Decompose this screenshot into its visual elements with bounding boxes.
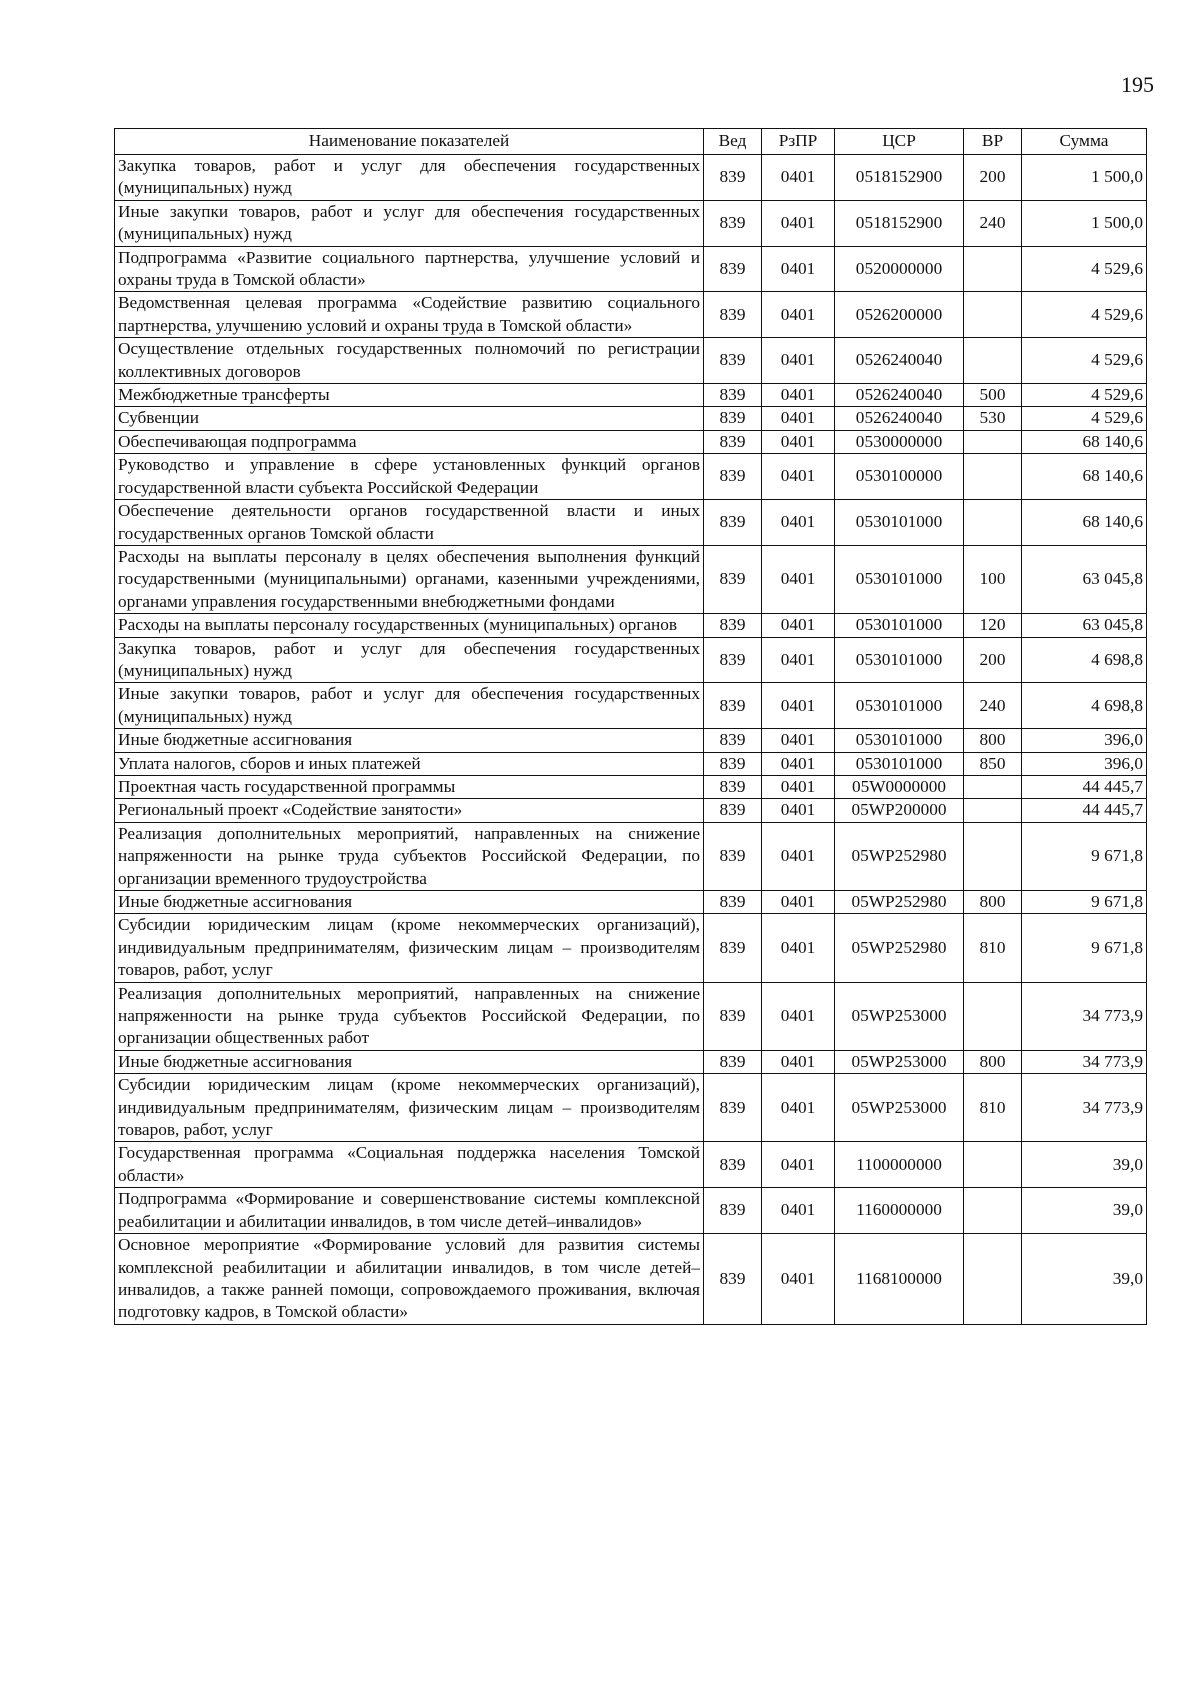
cell-name: Расходы на выплаты персоналу государственных (муниципальных) органов: [115, 614, 704, 637]
cell-name: Реализация дополнительных мероприятий, направленных на снижение напряженности на рынке труда субъектов Российской Федерации, по организации общественных работ: [115, 982, 704, 1050]
header-rzpr: РзПР: [762, 129, 835, 155]
cell-vr: [964, 799, 1022, 822]
page-number: 195: [1121, 72, 1154, 97]
cell-rzpr: 0401: [762, 1188, 835, 1234]
cell-vr: [964, 292, 1022, 338]
cell-rzpr: 0401: [762, 614, 835, 637]
cell-csr: 0526240040: [835, 407, 964, 430]
cell-ved: 839: [704, 752, 762, 775]
cell-vr: 240: [964, 200, 1022, 246]
cell-csr: 0530101000: [835, 500, 964, 546]
table-row: [115, 637, 1147, 683]
cell-vr: 200: [964, 637, 1022, 683]
cell-ved: 839: [704, 1142, 762, 1188]
cell-rzpr: 0401: [762, 1234, 835, 1325]
cell-ved: 839: [704, 1050, 762, 1073]
cell-name: Подпрограмма «Формирование и совершенствование системы комплексной реабилитации и абилитации инвалидов, в том числе детей–инвалидов»: [115, 1188, 704, 1234]
cell-rzpr: 0401: [762, 384, 835, 407]
cell-ved: 839: [704, 799, 762, 822]
cell-name: Обеспечение деятельности органов государственной власти и иных государственных органов Томской области: [115, 500, 704, 546]
table-row: [115, 683, 1147, 729]
cell-csr: 05W0000000: [835, 775, 964, 798]
cell-ved: 839: [704, 637, 762, 683]
cell-ved: 839: [704, 200, 762, 246]
cell-rzpr: 0401: [762, 1142, 835, 1188]
table-row: [115, 384, 1147, 407]
cell-rzpr: 0401: [762, 775, 835, 798]
cell-rzpr: 0401: [762, 430, 835, 453]
header-vr: ВР: [964, 129, 1022, 155]
cell-ved: 839: [704, 914, 762, 982]
cell-sum: 1 500,0: [1022, 200, 1147, 246]
table-row: [115, 292, 1147, 338]
cell-ved: 839: [704, 1234, 762, 1325]
cell-csr: 05WP252980: [835, 891, 964, 914]
cell-sum: 4 529,6: [1022, 246, 1147, 292]
cell-csr: 0530101000: [835, 683, 964, 729]
table-row: [115, 454, 1147, 500]
cell-vr: 800: [964, 891, 1022, 914]
cell-name: Подпрограмма «Развитие социального партнерства, улучшение условий и охраны труда в Томской области»: [115, 246, 704, 292]
cell-sum: 39,0: [1022, 1234, 1147, 1325]
table-row: [115, 891, 1147, 914]
cell-csr: 0530100000: [835, 454, 964, 500]
cell-csr: 0530101000: [835, 637, 964, 683]
cell-vr: 810: [964, 1074, 1022, 1142]
cell-rzpr: 0401: [762, 246, 835, 292]
cell-ved: 839: [704, 430, 762, 453]
cell-csr: 05WP200000: [835, 799, 964, 822]
cell-csr: 0530000000: [835, 430, 964, 453]
table-row: [115, 1188, 1147, 1234]
cell-csr: 0530101000: [835, 614, 964, 637]
cell-ved: 839: [704, 338, 762, 384]
cell-vr: [964, 454, 1022, 500]
cell-rzpr: 0401: [762, 891, 835, 914]
table-row: [115, 1074, 1147, 1142]
cell-ved: 839: [704, 384, 762, 407]
cell-vr: 120: [964, 614, 1022, 637]
cell-vr: [964, 1142, 1022, 1188]
cell-sum: 34 773,9: [1022, 982, 1147, 1050]
cell-rzpr: 0401: [762, 454, 835, 500]
cell-vr: 800: [964, 729, 1022, 752]
cell-vr: [964, 1234, 1022, 1325]
cell-rzpr: 0401: [762, 752, 835, 775]
cell-sum: 39,0: [1022, 1188, 1147, 1234]
cell-sum: 68 140,6: [1022, 454, 1147, 500]
cell-csr: 0518152900: [835, 155, 964, 201]
table-row: [115, 338, 1147, 384]
table-row: [115, 982, 1147, 1050]
cell-sum: 63 045,8: [1022, 545, 1147, 613]
cell-rzpr: 0401: [762, 683, 835, 729]
table-row: [115, 1234, 1147, 1325]
header-name: Наименование показателей: [115, 129, 704, 155]
header-ved: Вед: [704, 129, 762, 155]
cell-rzpr: 0401: [762, 500, 835, 546]
cell-vr: [964, 822, 1022, 890]
cell-csr: 0526240040: [835, 338, 964, 384]
cell-ved: 839: [704, 614, 762, 637]
cell-ved: 839: [704, 246, 762, 292]
cell-sum: 396,0: [1022, 752, 1147, 775]
cell-sum: 9 671,8: [1022, 822, 1147, 890]
cell-csr: 05WP252980: [835, 822, 964, 890]
cell-csr: 05WP253000: [835, 1074, 964, 1142]
cell-rzpr: 0401: [762, 200, 835, 246]
cell-rzpr: 0401: [762, 292, 835, 338]
cell-csr: 1168100000: [835, 1234, 964, 1325]
cell-vr: [964, 1188, 1022, 1234]
cell-sum: 4 698,8: [1022, 637, 1147, 683]
cell-ved: 839: [704, 1188, 762, 1234]
table-row: [115, 200, 1147, 246]
table-row: [115, 500, 1147, 546]
cell-name: Иные бюджетные ассигнования: [115, 729, 704, 752]
cell-rzpr: 0401: [762, 1050, 835, 1073]
header-sum: Сумма: [1022, 129, 1147, 155]
cell-csr: 0530101000: [835, 545, 964, 613]
table-row: [115, 614, 1147, 637]
cell-vr: [964, 500, 1022, 546]
cell-ved: 839: [704, 545, 762, 613]
table-body: [115, 155, 1147, 1325]
cell-csr: 0530101000: [835, 752, 964, 775]
cell-sum: 44 445,7: [1022, 775, 1147, 798]
cell-sum: 63 045,8: [1022, 614, 1147, 637]
cell-vr: 810: [964, 914, 1022, 982]
cell-csr: 1160000000: [835, 1188, 964, 1234]
cell-vr: 500: [964, 384, 1022, 407]
cell-sum: 4 529,6: [1022, 384, 1147, 407]
cell-ved: 839: [704, 292, 762, 338]
cell-vr: [964, 430, 1022, 453]
cell-name: Субсидии юридическим лицам (кроме некоммерческих организаций), индивидуальным предпринимателям, физическим лицам – производителям товаров, работ, услуг: [115, 1074, 704, 1142]
cell-ved: 839: [704, 822, 762, 890]
header-csr: ЦСР: [835, 129, 964, 155]
cell-ved: 839: [704, 729, 762, 752]
cell-csr: 0530101000: [835, 729, 964, 752]
table-row: [115, 822, 1147, 890]
cell-rzpr: 0401: [762, 338, 835, 384]
cell-rzpr: 0401: [762, 637, 835, 683]
cell-name: Руководство и управление в сфере установленных функций органов государственной власти субъекта Российской Федерации: [115, 454, 704, 500]
cell-vr: 800: [964, 1050, 1022, 1073]
cell-rzpr: 0401: [762, 729, 835, 752]
cell-name: Уплата налогов, сборов и иных платежей: [115, 752, 704, 775]
cell-rzpr: 0401: [762, 1074, 835, 1142]
cell-sum: 4 529,6: [1022, 292, 1147, 338]
cell-name: Субсидии юридическим лицам (кроме некоммерческих организаций), индивидуальным предпринимателям, физическим лицам – производителям товаров, работ, услуг: [115, 914, 704, 982]
cell-sum: 4 698,8: [1022, 683, 1147, 729]
cell-sum: 9 671,8: [1022, 914, 1147, 982]
cell-sum: 9 671,8: [1022, 891, 1147, 914]
cell-rzpr: 0401: [762, 155, 835, 201]
cell-ved: 839: [704, 775, 762, 798]
cell-name: Региональный проект «Содействие занятости»: [115, 799, 704, 822]
cell-ved: 839: [704, 155, 762, 201]
cell-rzpr: 0401: [762, 982, 835, 1050]
cell-sum: 34 773,9: [1022, 1050, 1147, 1073]
cell-name: Основное мероприятие «Формирование условий для развития системы комплексной реабилитации и абилитации инвалидов, в том числе детей–инвалидов, а также ранней помощи, сопровождаемого проживания, включая подготовку кадров, в Томской области»: [115, 1234, 704, 1325]
cell-name: Закупка товаров, работ и услуг для обеспечения государственных (муниципальных) нужд: [115, 637, 704, 683]
cell-sum: 4 529,6: [1022, 407, 1147, 430]
table-row: [115, 1142, 1147, 1188]
cell-sum: 68 140,6: [1022, 430, 1147, 453]
cell-rzpr: 0401: [762, 914, 835, 982]
cell-vr: 240: [964, 683, 1022, 729]
table-row: [115, 155, 1147, 201]
cell-name: Иные бюджетные ассигнования: [115, 891, 704, 914]
cell-vr: 850: [964, 752, 1022, 775]
cell-ved: 839: [704, 454, 762, 500]
cell-name: Субвенции: [115, 407, 704, 430]
cell-csr: 1100000000: [835, 1142, 964, 1188]
table-row: [115, 1050, 1147, 1073]
cell-sum: 396,0: [1022, 729, 1147, 752]
cell-rzpr: 0401: [762, 407, 835, 430]
cell-name: Закупка товаров, работ и услуг для обеспечения государственных (муниципальных) нужд: [115, 155, 704, 201]
cell-name: Ведомственная целевая программа «Содействие развитию социального партнерства, улучшению условий и охраны труда в Томской области»: [115, 292, 704, 338]
cell-name: Государственная программа «Социальная поддержка населения Томской области»: [115, 1142, 704, 1188]
cell-csr: 0526240040: [835, 384, 964, 407]
table-row: [115, 407, 1147, 430]
table-row: [115, 752, 1147, 775]
cell-sum: 39,0: [1022, 1142, 1147, 1188]
table-row: [115, 430, 1147, 453]
cell-ved: 839: [704, 407, 762, 430]
cell-ved: 839: [704, 982, 762, 1050]
cell-sum: 34 773,9: [1022, 1074, 1147, 1142]
cell-rzpr: 0401: [762, 545, 835, 613]
cell-name: Иные бюджетные ассигнования: [115, 1050, 704, 1073]
table-header-row: [115, 129, 1147, 155]
cell-name: Проектная часть государственной программы: [115, 775, 704, 798]
cell-sum: 44 445,7: [1022, 799, 1147, 822]
cell-sum: 68 140,6: [1022, 500, 1147, 546]
cell-name: Осуществление отдельных государственных полномочий по регистрации коллективных договоров: [115, 338, 704, 384]
cell-csr: 0518152900: [835, 200, 964, 246]
cell-name: Реализация дополнительных мероприятий, направленных на снижение напряженности на рынке труда субъектов Российской Федерации, по организации временного трудоустройства: [115, 822, 704, 890]
cell-vr: 100: [964, 545, 1022, 613]
cell-csr: 05WP253000: [835, 982, 964, 1050]
table-row: [115, 799, 1147, 822]
cell-vr: [964, 338, 1022, 384]
table-row: [115, 775, 1147, 798]
cell-rzpr: 0401: [762, 799, 835, 822]
budget-table: [114, 128, 1147, 1325]
cell-ved: 839: [704, 500, 762, 546]
table-row: [115, 545, 1147, 613]
cell-ved: 839: [704, 1074, 762, 1142]
cell-name: Иные закупки товаров, работ и услуг для обеспечения государственных (муниципальных) нужд: [115, 200, 704, 246]
cell-vr: 530: [964, 407, 1022, 430]
table-row: [115, 729, 1147, 752]
cell-csr: 0520000000: [835, 246, 964, 292]
cell-vr: 200: [964, 155, 1022, 201]
table-row: [115, 246, 1147, 292]
cell-sum: 4 529,6: [1022, 338, 1147, 384]
cell-name: Межбюджетные трансферты: [115, 384, 704, 407]
cell-ved: 839: [704, 683, 762, 729]
table-row: [115, 914, 1147, 982]
cell-ved: 839: [704, 891, 762, 914]
cell-name: Расходы на выплаты персоналу в целях обеспечения выполнения функций государственными (муниципальными) органами, казенными учреждениями, органами управления государственными внебюджетными фондами: [115, 545, 704, 613]
cell-name: Обеспечивающая подпрограмма: [115, 430, 704, 453]
cell-vr: [964, 775, 1022, 798]
cell-name: Иные закупки товаров, работ и услуг для обеспечения государственных (муниципальных) нужд: [115, 683, 704, 729]
cell-sum: 1 500,0: [1022, 155, 1147, 201]
cell-vr: [964, 982, 1022, 1050]
cell-vr: [964, 246, 1022, 292]
cell-csr: 05WP252980: [835, 914, 964, 982]
cell-rzpr: 0401: [762, 822, 835, 890]
cell-csr: 0526200000: [835, 292, 964, 338]
cell-csr: 05WP253000: [835, 1050, 964, 1073]
